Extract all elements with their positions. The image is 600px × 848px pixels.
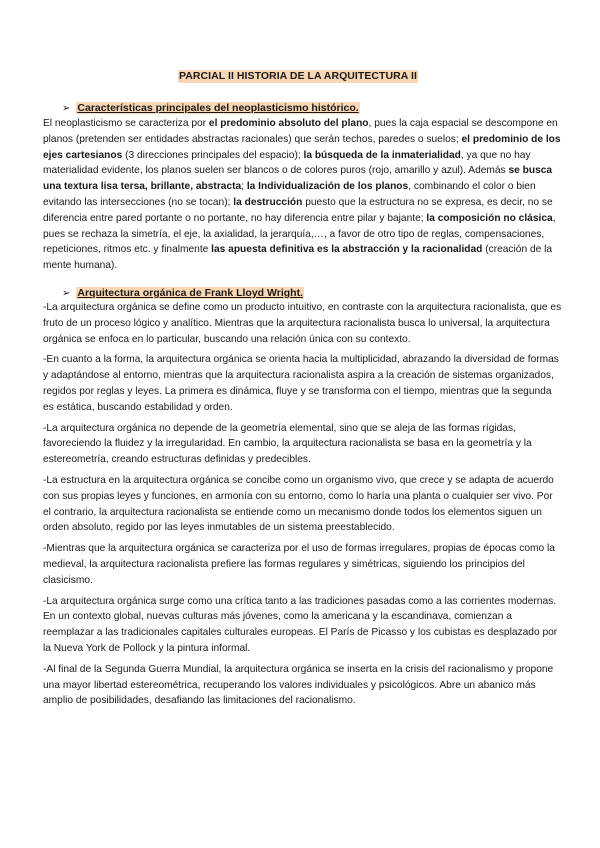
bold-term: el predominio de los ejes cartesianos [43,133,561,161]
bold-term: el predominio absoluto del plano [208,118,369,129]
bold-term: la búsqueda de la inmaterialidad [303,149,461,161]
neoplasticismo-paragraph [43,116,563,274]
section-heading-text: Arquitectura orgánica de Frank Lloyd Wright. [77,287,303,299]
document-title: PARCIAL II HISTORIA DE LA ARQUITECTURA II [179,70,417,82]
bold-term: la destrucción [233,196,303,208]
bold-term: la composición no clásica [426,212,553,224]
paragraph: -La arquitectura orgánica se define como un producto intuitivo, en contraste con la arquitectura racionalista, que es fruto de un proceso lógico y analítico. Mientras que la arquitectura racionalista busca lo universal, la arquitectura orgánica se enfoca en lo particular, buscando una relación única con su contexto. [43,302,562,345]
paragraph: -Al final de la Segunda Guerra Mundial, la arquitectura orgánica se inserta en la crisis del racionalismo y propone una mayor libertad estereométrica, recuperando los valores individuales y psicológicos. Abre un abanico más amplio de posibilidades, desafiando las limitaciones del racionalismo. [43,663,554,707]
text-run: ; [241,181,247,193]
section-heading-neoplasticismo [62,102,360,115]
text-run: , combinando el color o bien evitando las intersecciones (no se tocan); [43,181,536,208]
section-heading-text: Características principales del neoplasticismo histórico. [77,102,359,114]
text-run: (3 direcciones principales del espacio); [122,149,304,161]
paragraph: -Mientras que la arquitectura orgánica se caracteriza por el uso de formas irregulares, propias de épocas como la medieval, la arquitectura racionalista prefiere las formas regulares y simétricas, siguiendo los principios del clasicismo. [43,543,555,586]
arrow-bullet-icon: ➢ [62,288,71,299]
organica-section-body [43,300,563,714]
text-run: (creación de la mente humana). [43,244,553,272]
bold-term: se busca una textura lisa tersa, brillante, abstracta [43,165,553,193]
arrow-bullet-icon: ➢ [62,103,71,114]
text-run: , pues la caja espacial se descompone en planos (pretenden ser entidades abstractas racionales) que serán techos, paredes o suelos; [43,118,558,145]
text-run: , ya que no hay materialidad evidente, los planos suelen ser blancos o de colores puros (rojo, amarillo y azul). Además [43,149,531,177]
paragraph: -En cuanto a la forma, la arquitectura orgánica se orienta hacia la multiplicidad, abrazando la diversidad de formas y adaptándose al entorno, mientras que la arquitectura racionalista aspira a la creación de sistemas organizados, regidos por reglas y leyes. La primera es dinámica, fluye y se transforma con el tiempo, mientras que la segunda es estática, buscando estabilidad y orden. [43,354,559,413]
section-heading-organica [62,287,304,300]
paragraph: -La arquitectura orgánica no depende de la geometría elemental, sino que se aleja de las formas rígidas, favoreciendo la fluidez y la irregularidad. En cambio, la arquitectura racionalista se basa en la geometría y la estereometría, creando estructuras definidas y predecibles. [43,422,532,466]
text-run: puesto que la estructura no se expresa, es decir, no se diferencia entre pared portante o no portante, no hay diferencia entre pilar y bajante; [43,196,553,224]
bold-term: las apuesta definitiva es la abstracción y la racionalidad [211,244,483,256]
paragraph: -La arquitectura orgánica surge como una crítica tanto a las tradiciones pasadas como a las corrientes modernas. En un contexto global, nuevas culturas más jóvenes, como la americana y la escandinava, comienzan a reemplazar a las tradicionales capitales culturales europeas. El París de Picasso y los cubistas es desplazado por la Nueva York de Pollock y la pintura informal. [43,595,558,654]
paragraph: -La estructura en la arquitectura orgánica se concibe como un organismo vivo, que crece y se adapta de acuerdo con sus propias leyes y funciones, en armonía con su entorno, como lo haría una planta o cualquier ser vivo. Por el contrario, la arquitectura racionalista se entiende como un mecanismo donde todos los elementos siguen un orden absoluto, regido por las leyes inmutables de un sistema preestablecido. [43,474,554,534]
bold-term: la Individualización de los planos [246,181,409,193]
text-run: , pues se rechaza la simetría, el eje, la axialidad, la jerarquía,…, a favor de otro tipo de reglas, compensaciones, repeticiones, ritmos etc. y finalmente [43,212,556,256]
text-run: El neoplasticismo se caracteriza por [43,118,209,129]
